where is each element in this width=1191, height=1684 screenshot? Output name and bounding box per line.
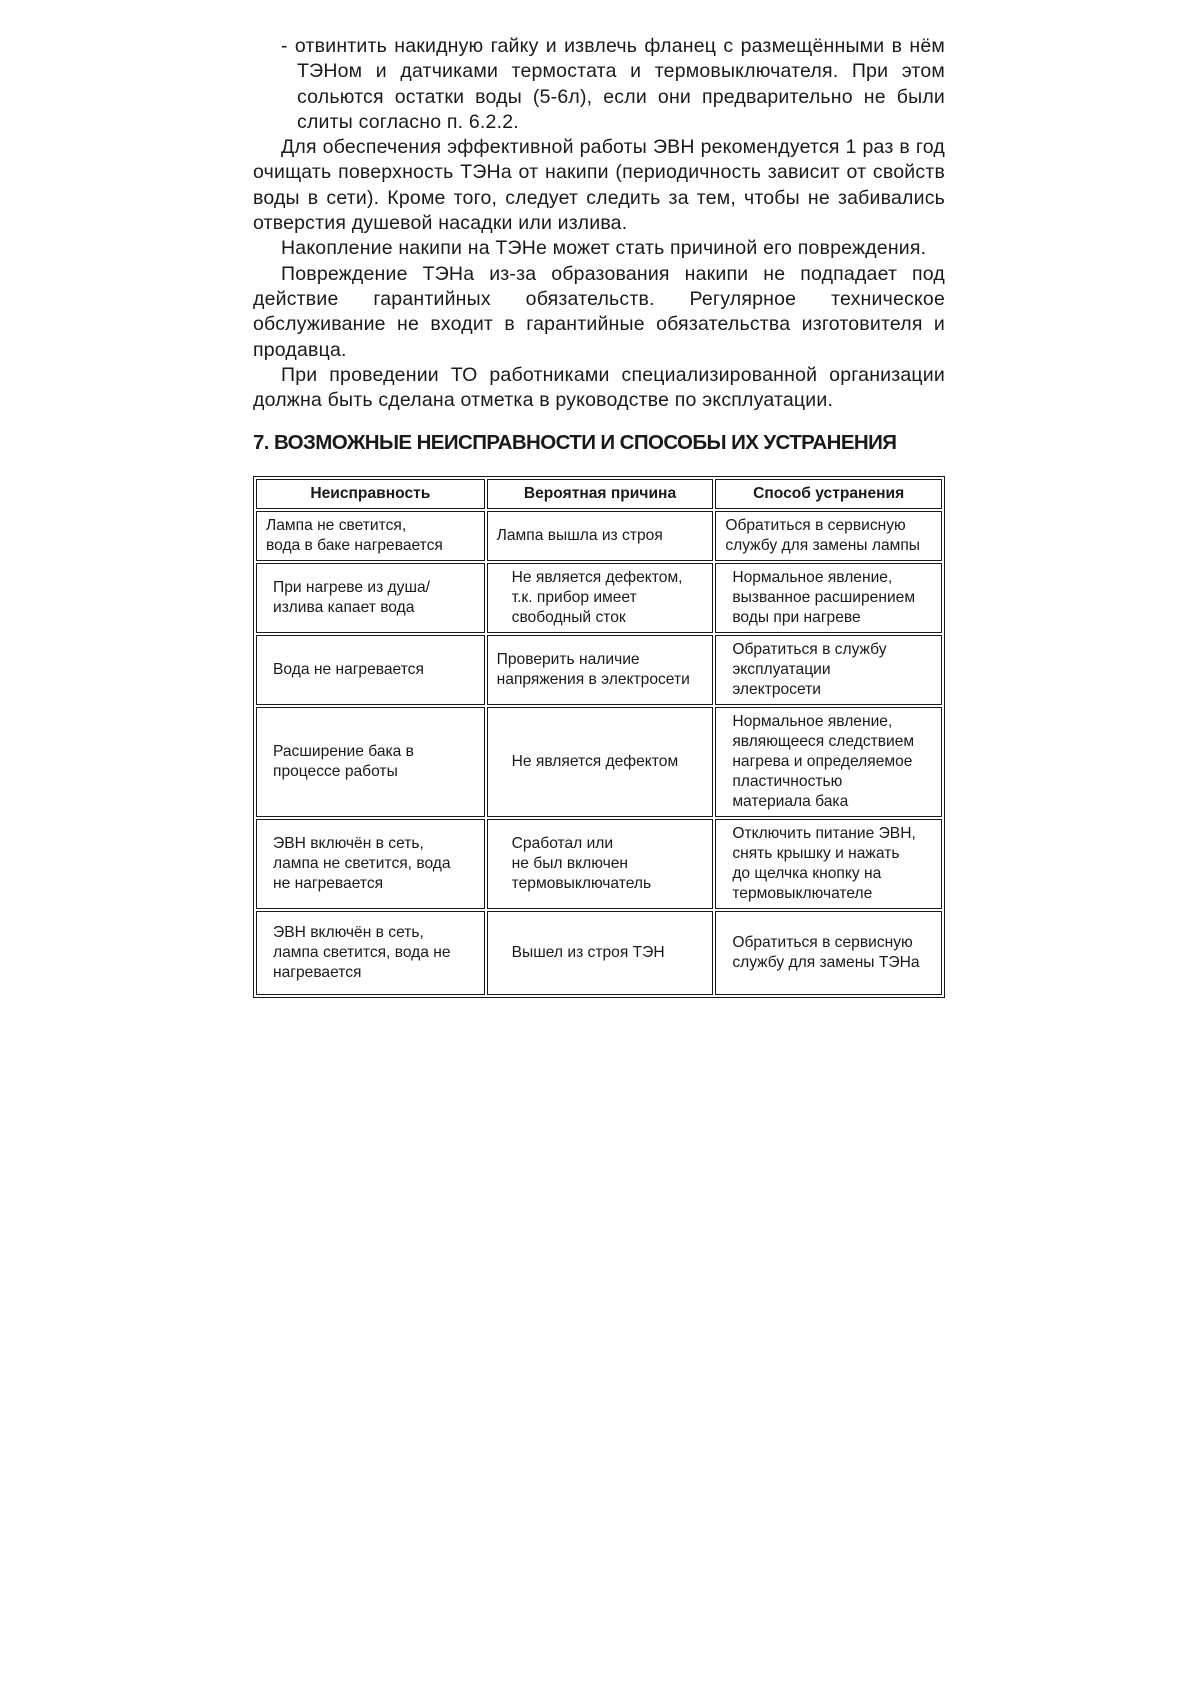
cell-cause-text: Вышел из строя ТЭН — [511, 944, 665, 962]
document-page — [253, 34, 945, 998]
cell-fault — [256, 819, 485, 909]
table-header-row — [256, 479, 942, 509]
cell-fault — [256, 511, 485, 561]
cell-fix-text: Обратиться в сервисную службу для замены ТЭНа — [732, 934, 920, 972]
cell-cause — [487, 707, 714, 817]
table-row — [256, 563, 942, 633]
cell-cause — [487, 563, 714, 633]
cell-fault-text: При нагреве из душа/ излива капает вода — [273, 579, 430, 617]
cell-fix-text: Обратиться в сервисную службу для замены лампы — [725, 517, 920, 555]
cell-fault-text: ЭВН включён в сеть, лампа не светится, вода не нагревается — [273, 835, 451, 893]
paragraph-warranty: Повреждение ТЭНа из-за образования накипи не подпадает под действие гарантийных обязательств. Регулярное техническое обслуживание не входит в гарантийные обязательства изготовителя и продавца. — [253, 262, 945, 361]
cell-cause-text: Проверить наличие напряжения в электросети — [496, 651, 690, 689]
table-row — [256, 819, 942, 909]
cell-fault-text: Лампа не светится, вода в баке нагревается — [266, 517, 443, 555]
cell-fix — [715, 707, 942, 817]
paragraph-scale-warning: Накопление накипи на ТЭНе может стать причиной его повреждения. — [281, 237, 927, 260]
cell-fix-text: Отключить питание ЭВН, снять крышку и нажать до щелчка кнопку на термовыключателе — [732, 825, 916, 903]
cell-cause — [487, 819, 714, 909]
header-fix: Способ устранения — [715, 479, 942, 509]
cell-fix-text: Обратиться в службу эксплуатации электросети — [732, 641, 887, 699]
cell-fault — [256, 635, 485, 705]
cell-fix — [715, 819, 942, 909]
cell-fault — [256, 563, 485, 633]
table-row — [256, 635, 942, 705]
cell-cause-text: Лампа вышла из строя — [496, 527, 663, 545]
table-row — [256, 707, 942, 817]
cell-cause-text: Не является дефектом — [511, 753, 679, 771]
cell-fix — [715, 911, 942, 995]
cell-cause — [487, 911, 714, 995]
section-title: 7. ВОЗМОЖНЫЕ НЕИСПРАВНОСТИ И СПОСОБЫ ИХ УСТРАНЕНИЯ — [253, 431, 897, 455]
cell-fault-text: Вода не нагревается — [273, 661, 424, 679]
cell-fix — [715, 511, 942, 561]
header-fault: Неисправность — [256, 479, 485, 509]
cell-fix — [715, 635, 942, 705]
cell-cause-text: Сработал или не был включен термовыключатель — [511, 835, 652, 893]
cell-fix-text: Нормальное явление, являющееся следствием нагрева и определяемое пластичностью материала бака — [732, 713, 915, 811]
instruction-bullet: - отвинтить накидную гайку и извлечь фланец с размещёнными в нём ТЭНом и датчиками термостата и термовыключателя. При этом сольются остатки воды (5-6л), если они предварительно не были слиты согласно п. 6.2.2. — [281, 35, 945, 133]
cell-cause — [487, 511, 714, 561]
cell-cause — [487, 635, 714, 705]
table-row — [256, 911, 942, 995]
troubleshooting-table — [253, 476, 945, 998]
paragraph-maintenance: Для обеспечения эффективной работы ЭВН рекомендуется 1 раз в год очищать поверхность ТЭНа от накипи (периодичность зависит от свойств воды в сети). Кроме того, следует следить за тем, чтобы не забивались отверстия душевой насадки или излива. — [253, 136, 945, 235]
cell-fault — [256, 911, 485, 995]
cell-fix — [715, 563, 942, 633]
cell-fix-text: Нормальное явление, вызванное расширением воды при нагреве — [732, 569, 916, 627]
cell-cause-text: Не является дефектом, т.к. прибор имеет свободный сток — [511, 569, 683, 627]
cell-fault-text: ЭВН включён в сеть, лампа светится, вода не нагревается — [273, 924, 451, 982]
header-cause: Вероятная причина — [487, 479, 714, 509]
table-row — [256, 511, 942, 561]
paragraph-service-mark: При проведении ТО работниками специализированной организации должна быть сделана отметка в руководстве по эксплуатации. — [253, 363, 945, 412]
cell-fault — [256, 707, 485, 817]
cell-fault-text: Расширение бака в процессе работы — [273, 743, 414, 781]
